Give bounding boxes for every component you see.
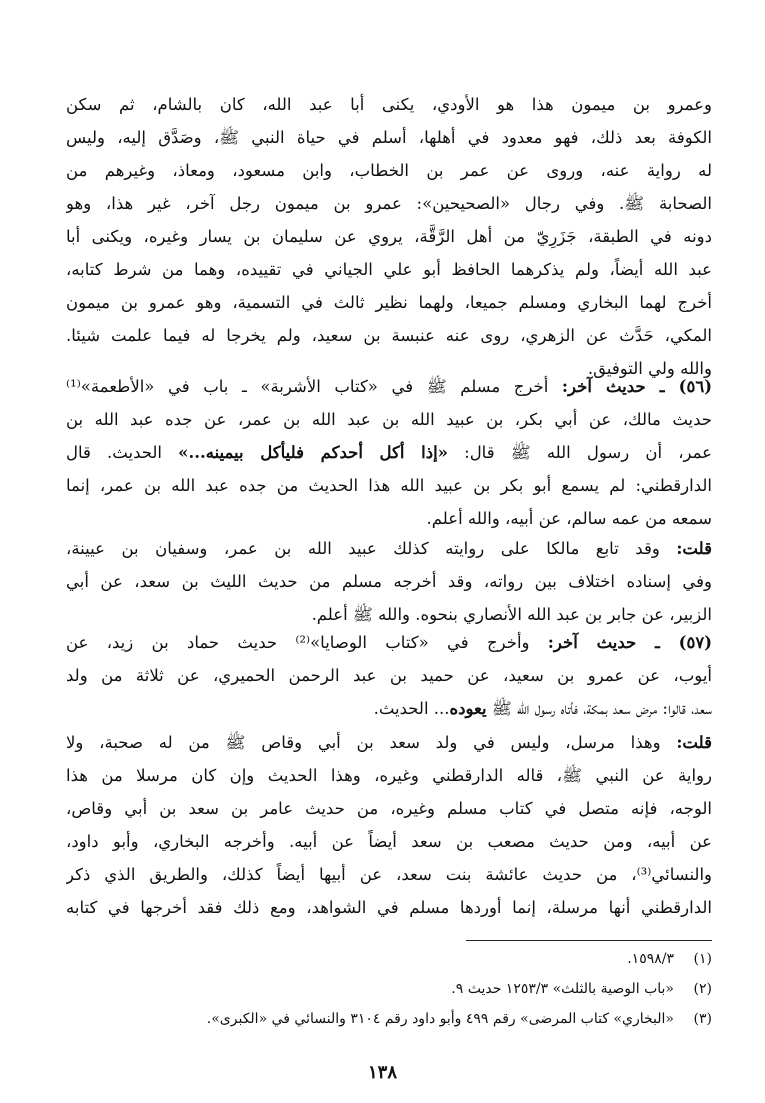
text-line: الدارقطني أنها مرسلة، إنما أوردها مسلم في الشواهد، ومع ذلك فقد أخرجها في كتابه — [66, 898, 712, 917]
footnote-number: (١) — [693, 951, 712, 967]
footnote-item — [66, 974, 712, 1004]
text-line: المكي، حَدَّث عن الزهري، روى عنه عنبسة بن سعيد، ولم يخرجا له فيما علمت شيئا. — [66, 326, 712, 345]
text-line: عن أبيه، ومن حديث مصعب بن سعد أيضاً عن أبيه. وأخرجه البخاري، وأبو داود، — [66, 832, 712, 851]
text-line: الوجه، فإنه متصل في كتاب مسلم وغيره، من حديث عامر بن سعد بن أبي وقاص، — [66, 799, 712, 818]
text-run: عمر، أن رسول الله ﷺ قال: — [447, 443, 712, 462]
text-line: والنسائي⁽³⁾، من حديث عائشة بنت سعد، عن أبيها أيضاً كذلك، والطريق الذي ذكر — [66, 865, 712, 884]
footnote-item — [66, 1004, 712, 1034]
text-run: الحديث. قال — [66, 443, 179, 462]
text-line: حديث مالك، عن أبي بكر، بن عبيد الله بن عبد الله بن عمر، عن جده عبد الله بن — [66, 410, 712, 429]
text-line — [66, 626, 712, 659]
text-line: سمعه من عمه سالم، عن أبيه، والله أعلم. — [426, 509, 712, 528]
hadith-intro: أخرج مسلم ﷺ في «كتاب الأشربة» ـ باب في «الأطعمة»⁽¹⁾ — [66, 377, 562, 396]
text-line: أيوب، عن عمرو بن سعيد، عن حميد بن عبد الرحمن الحميري، عن ثلاثة من ولد — [66, 666, 712, 685]
footnote-divider — [466, 940, 712, 941]
hadith-label: (٥٧) ـ حديث آخر: — [547, 633, 712, 652]
hadith-56 — [66, 370, 712, 535]
text-line — [66, 532, 712, 565]
footnote-item — [66, 944, 712, 974]
text-line: وعمرو بن ميمون هذا هو الأودي، يكنى أبا عبد الله، كان بالشام، ثم سكن — [66, 95, 712, 114]
text-line: والله ولي التوفيق. — [587, 359, 712, 378]
hadith-57 — [66, 626, 712, 725]
text-line — [66, 370, 712, 403]
text-run: وقد تابع مالكا على روايته كذلك عبيد الله بن عمر، وسفيان بن عيينة، — [66, 539, 677, 558]
page-number: ١٣٨ — [367, 1062, 397, 1083]
text-line — [66, 692, 712, 725]
text-line — [66, 436, 712, 469]
text-line: عبد الله أيضاً، ولم يذكرهما الحافظ أبو علي الجياني في تقييده، وهما من شرط كتابه، — [66, 260, 712, 279]
text-line: الصحابة ﷺ. وفي رجال «الصحيحين»: عمرو بن ميمون رجل آخر، غير هذا، وهو — [66, 194, 712, 213]
footnote-number: (٣) — [693, 1011, 712, 1027]
text-line — [66, 726, 712, 759]
note-56 — [66, 532, 712, 631]
text-run: وهذا مرسل، وليس في ولد سعد بن أبي وقاص ﷺ من له صحبة، ولا — [66, 733, 677, 752]
text-run: ... الحديث. — [373, 699, 450, 718]
footnote-text: «باب الوصية بالثلث» ١٢٥٣/٣ حديث ٩. — [451, 981, 674, 997]
note-label: قلت: — [676, 539, 712, 558]
text-line: الدارقطني: لم يسمع أبو بكر بن عبيد الله هذا الحديث من جده عبد الله بن عمر، إنما — [66, 476, 712, 495]
text-line: وفي إسناده اختلاف بين رواته، وقد أخرجه مسلم من حديث الليث بن سعد، عن أبي — [66, 572, 712, 591]
note-label: قلت: — [676, 733, 712, 752]
hadith-intro: وأخرج في «كتاب الوصايا»⁽²⁾ حديث حماد بن زيد، عن — [66, 633, 548, 652]
text-line: الزبير، عن جابر بن عبد الله الأنصاري بنحوه. والله ﷺ أعلم. — [311, 605, 712, 624]
footnote-number: (٢) — [693, 981, 712, 997]
text-line: له رواية عنه، وروى عن عمر بن الخطاب، وابن مسعود، ومعاذ، وغيرهم من — [66, 161, 712, 180]
text-run: سعد، قالوا: مرض سعد بمكة، فأتاه رسول الله ﷺ — [486, 699, 712, 718]
note-57 — [66, 726, 712, 924]
footnote-text: ١٥٩٨/٣. — [627, 951, 674, 967]
hadith-quote: يعوده — [449, 699, 487, 718]
footnote-text: «البخاري» كتاب المرضى» رقم ٤٩٩ وأبو داود رقم ٣١٠٤ والنسائي في «الكبرى». — [206, 1011, 674, 1027]
text-line: الكوفة بعد ذلك، فهو معدود في أهلها، أسلم في حياة النبي ﷺ، وصَدَّق إليه، وليس — [66, 128, 712, 147]
hadith-label: (٥٦) ـ حديث آخر: — [561, 377, 712, 396]
paragraph-amr-ibn-maymun — [66, 88, 712, 385]
text-line: رواية عن النبي ﷺ، قاله الدارقطني وغيره، وهذا الحديث وإن كان مرسلا من هذا — [66, 766, 712, 785]
text-line: أخرج لهما البخاري ومسلم جميعا، ولهما نظير ثالث في التسمية، وهو عمرو بن ميمون — [66, 293, 712, 312]
footnotes — [66, 944, 712, 1034]
hadith-quote: «إذا أكل أحدكم فليأكل بيمينه...» — [178, 443, 448, 462]
text-line: دونه في الطبقة، جَزَرِيّ من أهل الرَّقَّة، يروي عن سليمان بن يسار وغيره، ويكنى أبا — [66, 227, 712, 246]
